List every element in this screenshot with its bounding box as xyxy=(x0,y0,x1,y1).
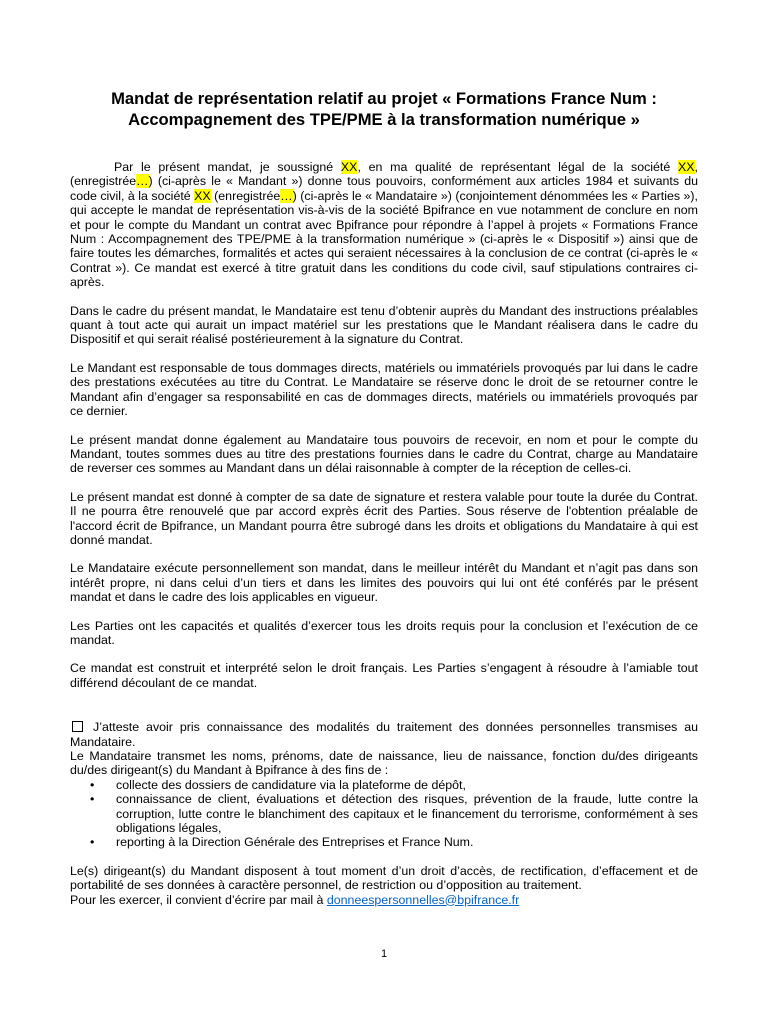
title-line-1: Mandat de représentation relatif au projet « Formations France Num : xyxy=(111,89,657,108)
paragraph-execution: Le Mandataire exécute personnellement son mandat, dans le meilleur intérêt du Mandant et n’agit pas dans son intérêt propre, ni dans celui d’un tiers et dans les limites des pouvoirs qui lui ont été conférés par le présent mandat et dans le cadre des lois applicables en vigueur. xyxy=(70,561,698,605)
paragraph-law: Ce mandat est construit et interprété selon le droit français. Les Parties s’engagent à résoudre à l’amiable tout différend découlant de ce mandat. xyxy=(70,661,698,690)
list-item xyxy=(70,792,698,835)
placeholder-company: XX xyxy=(678,160,695,174)
consent-checkbox[interactable] xyxy=(72,721,83,732)
consent-attestation xyxy=(70,720,698,749)
list-item xyxy=(70,778,698,792)
paragraph-mandate xyxy=(70,160,698,290)
paragraph-payments: Le présent mandat donne également au Mandataire tous pouvoirs de recevoir, en nom et pour le compte du Mandant, toutes sommes dues au titre des prestations fournies dans le cadre du Contrat, charge au Mandataire de reverser ces sommes au Mandant dans un délai raisonnable à compter de la réception de celles-ci. xyxy=(70,432,698,476)
p1-text-2: , en ma qualité de représentant légal de la société xyxy=(357,160,679,174)
document-title xyxy=(70,88,698,130)
consent-attestation-text: J’atteste avoir pris connaissance des modalités du traitement des données personnelles transmises au Mandataire. xyxy=(70,720,698,749)
list-item-text: reporting à la Direction Générale des Entreprises et France Num. xyxy=(116,835,474,850)
list-item-text: collecte des dossiers de candidature via la plateforme de dépôt, xyxy=(116,777,466,792)
paragraph-responsibility: Le Mandant est responsable de tous dommages directs, matériels ou immatériels provoqués par lui dans le cadre des prestations exécutées au titre du Contrat. Le Mandataire se réserve donc le droit de se retourner contre le Mandant afin d’engager sa responsabilité en cas de dommages directs, matériels ou immatériels provoqués par ce dernier. xyxy=(70,360,698,419)
bullet-icon: • xyxy=(90,835,95,850)
placeholder-mandataire-registration: … xyxy=(280,188,293,203)
contact-prefix: Pour les exercer, il convient d’écrire par mail à xyxy=(70,892,327,907)
p1-text-4: ) (ci-après le « Mandant ») donne tous pouvoirs, conformément aux articles 1984 et suivants du code civil, à la société xyxy=(70,174,698,203)
placeholder-mandataire: XX xyxy=(194,188,211,203)
title-line-2: Accompagnement des TPE/PME à la transformation numérique » xyxy=(128,110,640,129)
p1-text-3: , (enregistrée xyxy=(70,160,698,189)
consent-intro: Le Mandataire transmet les noms, prénoms, date de naissance, lieu de naissance, fonction du/des dirigeants du/des dirigeant(s) du Mandant à Bpifrance à des fins de : xyxy=(70,749,698,778)
p1-text-1: Par le présent mandat, je soussigné xyxy=(114,160,341,174)
bullet-icon: • xyxy=(90,792,95,807)
p1-text-6: ) (ci-après le « Mandataire ») (conjointement dénommées les « Parties »), qui accepte le mandat de représentation vis-à-vis de la société Bpifrance en vue notamment de conclure en nom et pour le compte du Mandant un contrat avec Bpifrance pour répondre à l’appel à projets « Formations France Num : Accompagnement des TPE/PME à la transformation numérique » (ci-après le « Dispositif ») ainsi que de faire toutes les démarches, formalités et actes qui seraient nécessaires à la conclusion de ce contrat (ci-après le « Contrat »). Ce mandat est exercé à titre gratuit dans les conditions du code civil, sauf stipulations contraires ci-après. xyxy=(70,188,698,290)
purpose-list xyxy=(70,778,698,850)
p1-text-5: (enregistrée xyxy=(210,188,281,203)
paragraph-capacity: Les Parties ont les capacités et qualités d’exercer tous les droits requis pour la conclusion et l’exécution de ce mandat. xyxy=(70,618,698,647)
rights-paragraph: Le(s) dirigeant(s) du Mandant disposent à tout moment d’un droit d’accès, de rectification, d’effacement et de portabilité de ses données à caractère personnel, de restriction ou d’opposition au traitement. xyxy=(70,863,698,893)
bullet-icon: • xyxy=(90,777,95,792)
page-number: 1 xyxy=(380,948,388,960)
data-consent-section xyxy=(70,720,698,907)
paragraph-instructions: Dans le cadre du présent mandat, le Mandataire est tenu d’obtenir auprès du Mandant des instructions préalables quant à tout acte qui aurait un impact matériel sur les prestations que le Mandant réalisera dans le cadre du Dispositif et qui serait réalisé postérieurement à la signature du Contrat. xyxy=(70,303,698,347)
email-link[interactable]: donneespersonnelles@bpifrance.fr xyxy=(326,892,520,907)
list-item-text: connaissance de client, évaluations et détection des risques, prévention de la fraude, lutte contre la corruption, lutte contre le blanchiment des capitaux et le financement du terrorisme, conformément à ses obligations légales, xyxy=(116,792,698,836)
placeholder-signatory: XX xyxy=(340,160,358,174)
paragraph-duration: Le présent mandat est donné à compter de sa date de signature et restera valable pour toute la durée du Contrat. Il ne pourra être renouvelé que par accord exprès écrit des Parties. Sous réserve de l'obtention préalable de l'accord écrit de Bpifrance, un Mandant pourra être subrogé dans les droits et obligations du Mandataire à qui est donné mandat. xyxy=(70,489,698,547)
list-item xyxy=(70,835,698,849)
contact-line xyxy=(70,893,698,907)
placeholder-registration: … xyxy=(136,174,149,189)
